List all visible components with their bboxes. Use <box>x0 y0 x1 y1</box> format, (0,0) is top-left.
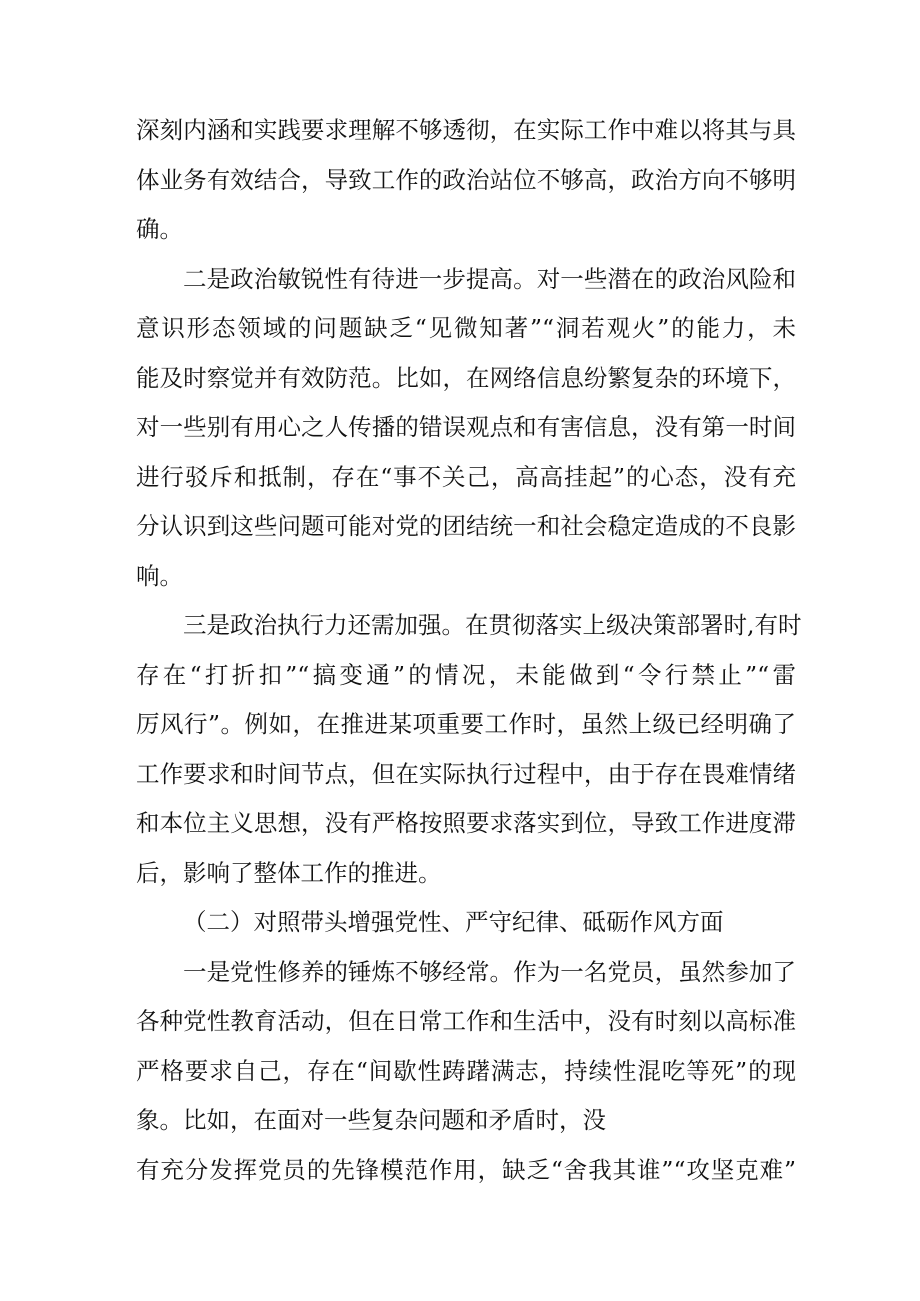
section-heading: （二）对照带头增强党性、严守纪律、砥砺作风方面 <box>183 908 724 936</box>
paragraph-2-line-3: 能及时察觉并有效防范。比如，在网络信息纷繁复杂的环境下， <box>136 364 796 392</box>
paragraph-3-line-1: 三是政治执行力还需加强。在贯彻落实上级决策部署时,有时 <box>183 611 802 639</box>
paragraph-3-line-6: 后，影响了整体工作的推进。 <box>136 859 442 887</box>
paragraph-3-line-5: 和本位主义思想，没有严格按照要求落实到位，导致工作进度滞 <box>136 809 796 837</box>
paragraph-2-line-6: 分认识到这些问题可能对党的团结统一和社会稳定造成的不良影 <box>136 512 796 540</box>
paragraph-1-line-2: 体业务有效结合，导致工作的政治站位不够高，政治方向不够明 <box>136 166 796 194</box>
paragraph-3-line-2: 存在“打折扣”“搞变通”的情况，未能做到“令行禁止”“雷 <box>136 661 796 689</box>
paragraph-1-line-3: 确。 <box>136 215 183 243</box>
paragraph-2-line-2: 意识形态领域的问题缺乏“见微知著”“洞若观火”的能力，未 <box>136 314 796 342</box>
paragraph-4-line-3: 严格要求自己，存在“间歇性踌躇满志，持续性混吃等死”的现 <box>136 1057 796 1085</box>
paragraph-2-line-1: 二是政治敏锐性有待进一步提高。对一些潜在的政治风险和 <box>183 265 796 293</box>
paragraph-4-line-5: 有充分发挥党员的先锋模范作用，缺乏“舍我其谁”“攻坚克难” <box>136 1156 796 1184</box>
paragraph-2-line-5: 进行驳斥和抵制，存在“事不关己，高高挂起”的心态，没有充 <box>136 463 796 491</box>
paragraph-4-line-4: 象。比如，在面对一些复杂问题和矛盾时，没 <box>136 1106 606 1134</box>
paragraph-4-line-1: 一是党性修养的锤炼不够经常。作为一名党员，虽然参加了 <box>183 958 796 986</box>
paragraph-2-line-4: 对一些别有用心之人传播的错误观点和有害信息，没有第一时间 <box>136 413 796 441</box>
paragraph-3-line-4: 工作要求和时间节点，但在实际执行过程中，由于存在畏难情绪 <box>136 760 796 788</box>
paragraph-2-line-7: 响。 <box>136 562 183 590</box>
paragraph-3-line-3: 厉风行”。例如，在推进某项重要工作时，虽然上级已经明确了 <box>136 710 796 738</box>
paragraph-1-line-1: 深刻内涵和实践要求理解不够透彻，在实际工作中难以将其与具 <box>136 116 796 144</box>
paragraph-4-line-2: 各种党性教育活动，但在日常工作和生活中，没有时刻以高标准 <box>136 1007 796 1035</box>
